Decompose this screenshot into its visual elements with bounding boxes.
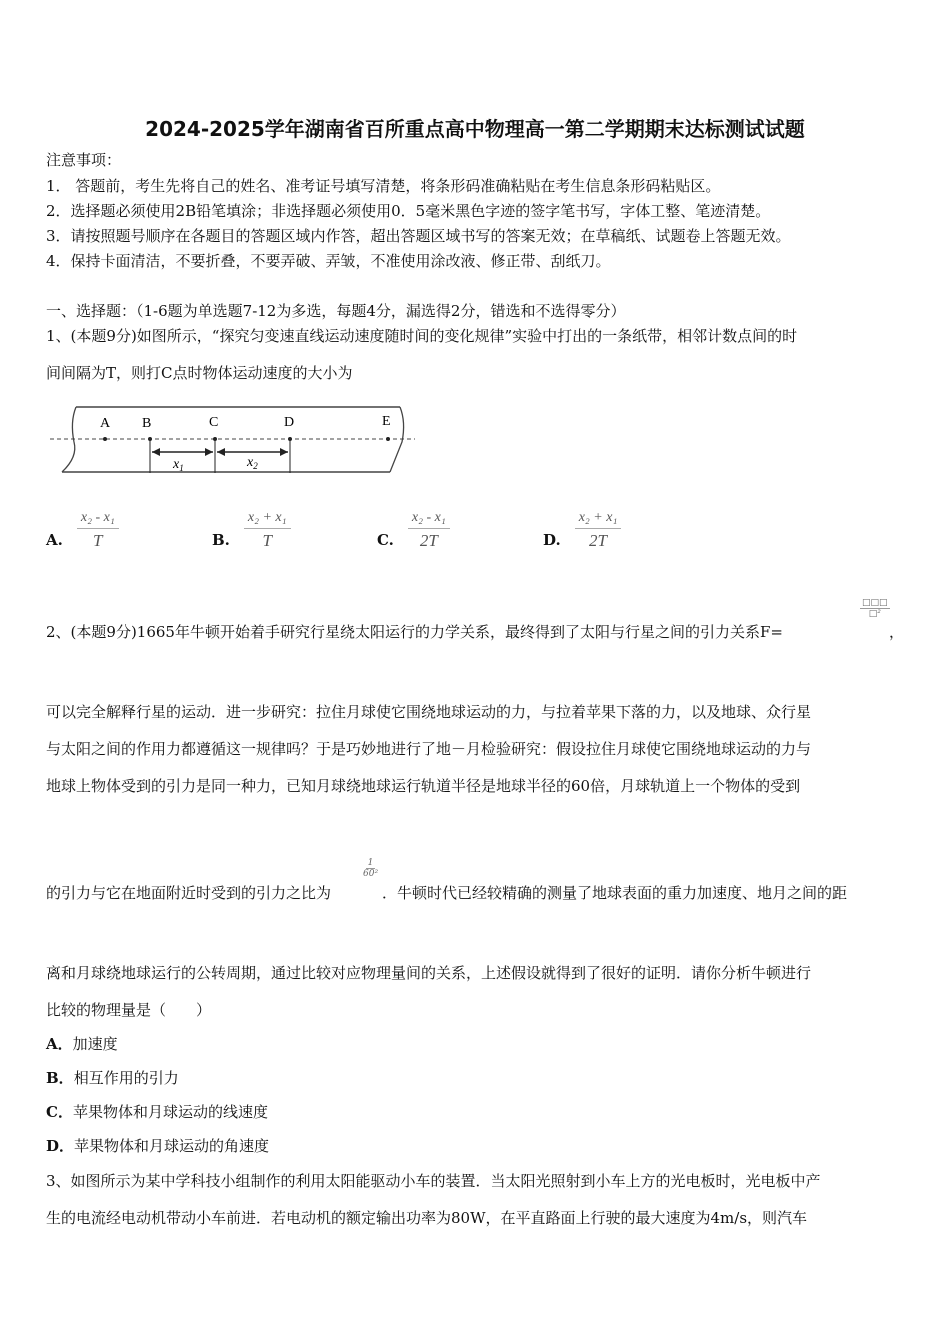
fraction-denominator: T [262,531,272,550]
fraction-numerator: x₂ + x₁ [244,510,291,529]
option-label: D． [46,1137,75,1155]
question-2-text: 2、(本题9分)1665年牛顿开始着手研究行星绕太阳运行的力学关系，最终得到了太阳与行星之间的引力关系F= [46,623,783,641]
comma: ， [889,623,905,641]
fraction-numerator: x₂ - x₁ [77,510,119,529]
formula-denominator: □² [868,609,881,619]
ratio-fraction [363,858,378,879]
option-text: 相互作用的引力 [73,1069,179,1087]
svg-text:x2 [246,455,258,471]
option-label: B. [212,531,230,549]
question-2-text: 地球上物体受到的引力是同一种力，已知月球绕地球运行轨道半径是地球半径的60倍，月球轨道上一个物体的受到 [46,777,801,795]
point-label: A [100,416,111,431]
question-3-text: 3、如图所示为某中学科技小组制作的利用太阳能驱动小车的装置．当太阳光照射到小车上方的光电板时，光电板中产 [46,1172,821,1190]
option-label: C． [46,1103,73,1121]
fraction-numerator: x₂ - x₁ [408,510,450,529]
option-text: 加速度 [72,1035,118,1053]
page-title: 2024-2025学年湖南省百所重点高中物理高一第二学期期末达标测试试题 [145,117,805,141]
q2-option-b[interactable] [46,1069,179,1087]
question-2-text: 的引力与它在地面附近时受到的引力之比为 [46,884,332,902]
notice-item: 4．保持卡面清洁，不要折叠，不要弄破、弄皱，不准使用涂改液、修正带、刮纸刀。 [46,252,611,270]
point-label: B [142,416,152,431]
notice-heading: 注意事项： [46,151,122,169]
paper-tape-diagram [50,402,420,477]
fraction-denominator: 2T [419,531,438,550]
option-label: A. [46,531,63,549]
section-heading: 一、选择题：（1-6题为单选题7-12为多选，每题4分，漏选得2分，错选和不选得零分） [46,302,626,320]
question-2-text: 比较的物理量是（ ） [46,1001,212,1019]
fraction-denominator: 2T [589,531,607,550]
q2-option-d[interactable] [46,1137,269,1155]
svg-text:x1 [172,457,184,473]
question-3-text: 生的电流经电动机带动小车前进．若电动机的额定输出功率为80W，在平直路面上行驶的最大速度为4m/s，则汽车 [46,1209,808,1227]
notice-item: 1． 答题前，考生先将自己的姓名、准考证号填写清楚，将条形码准确粘贴在考生信息条形码粘贴区。 [46,177,721,195]
q1-option-d[interactable] [543,510,621,551]
gravity-formula [860,598,890,619]
q1-option-c[interactable] [377,510,450,551]
q2-option-c[interactable] [46,1103,268,1121]
question-2-text: 离和月球绕地球运行的公转周期，通过比较对应物理量间的关系，上述假设就得到了很好的证明．请你分析牛顿进行 [46,964,812,982]
point-label: E [382,414,391,429]
question-2-text: ．牛顿时代已经较精确的测量了地球表面的重力加速度、地月之间的距 [382,884,848,902]
formula-numerator: □□□ [862,598,888,608]
question-2-text: 与太阳之间的作用力都遵循这一规律吗？于是巧妙地进行了地－月检验研究：假设拉住月球使它围绕地球运动的力与 [46,740,812,758]
ratio-numerator: 1 [367,858,374,868]
fraction-numerator: x₂ + x₁ [575,510,622,529]
notice-item: 3．请按照题号顺序在各题目的答题区域内作答，超出答题区域书写的答案无效；在草稿纸、试题卷上答题无效。 [46,227,791,245]
ratio-denominator: 60² [363,869,379,879]
option-label: D. [543,531,561,549]
x2-label: x [247,455,254,470]
point-label: D [284,415,295,430]
x1-subscript: 1 [179,463,184,473]
notice-item: 2．选择题必须使用2B铅笔填涂；非选择题必须使用0．5毫米黑色字迹的签字笔书写，字体工整、笔迹清楚。 [46,202,771,220]
option-text: 苹果物体和月球运动的角速度 [74,1137,270,1155]
question-1-text: 间间隔为T，则打C点时物体运动速度的大小为 [46,364,353,382]
option-label: C. [377,531,394,549]
option-label: A． [46,1035,73,1053]
q2-option-a[interactable] [46,1035,118,1053]
question-1-text: 1、(本题9分)如图所示，“探究匀变速直线运动速度随时间的变化规律”实验中打出的一条纸带，相邻计数点间的时 [46,327,798,345]
question-2-text: 可以完全解释行星的运动．进一步研究：拉住月球使它围绕地球运动的力，与拉着苹果下落的力，以及地球、众行星 [46,703,812,721]
x1-label: x [173,457,180,472]
option-text: 苹果物体和月球运动的线速度 [72,1103,268,1121]
q1-option-b[interactable] [212,510,291,551]
x2-subscript: 2 [253,461,258,471]
point-label: C [209,415,219,430]
option-label: B． [46,1069,74,1087]
q1-option-a[interactable] [46,510,119,551]
fraction-denominator: T [93,531,103,550]
